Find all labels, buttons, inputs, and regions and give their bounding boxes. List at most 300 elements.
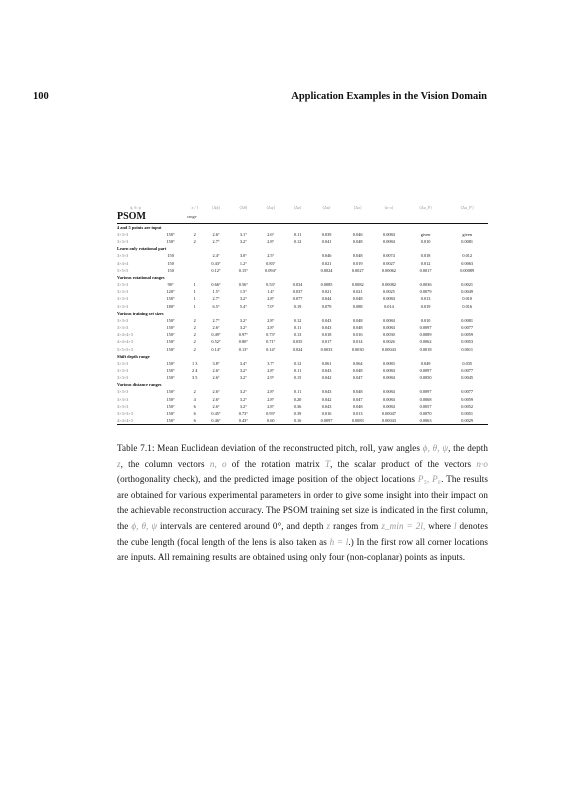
table-cell: 0.15°: [238, 267, 248, 273]
table-cell: 6.5°: [212, 303, 220, 309]
table-cell: 0.13: [293, 332, 302, 338]
table-cell: 0.048: [352, 296, 363, 302]
table-cell: 0.048: [352, 389, 363, 395]
table-cell: 3×3×3: [117, 368, 129, 374]
table-cell: 3×3×3: [117, 317, 129, 323]
column-header: ⟨Δu_P'⟩: [460, 205, 474, 210]
table-cell: 0.97°: [238, 332, 248, 338]
column-header: ⟨Δθ⟩: [239, 205, 248, 210]
table-cell: 0.73°: [266, 332, 276, 338]
table-cell: 0.012: [420, 260, 431, 266]
table-cell: 0.49°: [211, 332, 221, 338]
table-cell: 0.12°: [211, 267, 221, 273]
table-cell: 0.0018: [419, 346, 432, 352]
table-cell: 0.0077: [461, 325, 474, 331]
table-cell: 0.53°: [266, 282, 276, 288]
table-cell: 2.6°: [212, 396, 220, 402]
table-cell: 2.8°: [267, 368, 275, 374]
table-cell: 2.6°: [267, 232, 275, 237]
table-cell: 0.010: [420, 239, 431, 245]
table-cell: 0.93°: [266, 411, 276, 417]
section-title-row: [117, 353, 488, 360]
column-header: z / l: [191, 205, 198, 210]
table-cell: 0.043: [321, 389, 332, 395]
table-cell: 0.0089: [419, 332, 432, 338]
caption-math: ϕ, θ, ψ: [131, 520, 158, 531]
table-cell: 0.0081: [461, 239, 474, 245]
table-cell: 2.6°: [212, 232, 220, 237]
table-cell: 0.024: [292, 346, 303, 352]
table-cell: 2.6°: [212, 368, 220, 374]
table-cell: 2: [193, 325, 196, 331]
table-cell: 0.0027: [351, 267, 364, 273]
table-cell: 0.0026: [383, 339, 395, 345]
table-cell: 3.2°: [239, 396, 247, 402]
table-cell: 5.4°: [239, 303, 247, 309]
table-cell: 0.0074: [383, 253, 395, 259]
table-cell: 3×3×3: [117, 360, 129, 366]
table-cell: 3.2°: [239, 325, 247, 331]
section-title: Learn only rotational part: [117, 246, 167, 252]
column-header: ⟨Δo⟩: [353, 205, 362, 210]
table-cell: 90°: [167, 282, 174, 288]
table-cell: 0.16: [293, 418, 302, 424]
table-cell: 0.0011: [461, 346, 474, 352]
table-cell: 0.0084: [383, 317, 395, 323]
table-cell: 3.2°: [239, 239, 247, 245]
table-cell: 0.047: [352, 375, 363, 381]
section-title: Shift depth range: [117, 353, 150, 359]
table-row: [117, 324, 488, 331]
table-cell: 3×3×3: [117, 325, 129, 331]
table-cell: 0.048: [352, 368, 363, 374]
caption-math: z: [326, 520, 331, 531]
table-cell: 0.019: [352, 260, 363, 266]
table-cell: 0.0045: [461, 375, 474, 381]
table-cell: 0.077: [292, 296, 303, 302]
table-cell: 0.43°: [211, 260, 221, 266]
table-cell: 3×3×3: [117, 253, 129, 259]
table-cell: 0.0053: [461, 339, 474, 345]
table-cell: 2.5°: [267, 253, 275, 259]
table-cell: 0.0052: [461, 403, 474, 409]
table-cell: 0.00089: [460, 267, 475, 273]
table-cell: 0.048: [352, 403, 363, 409]
table-cell: 1: [193, 282, 196, 288]
table-cell: [284, 260, 310, 267]
table-cell: 0.39: [293, 411, 302, 417]
table-cell: 2 4: [192, 368, 198, 374]
table-cell: 150°: [166, 339, 175, 345]
table-cell: 0.00047: [381, 411, 396, 417]
table-cell: 0.0084: [383, 239, 395, 245]
table-cell: 0.12: [293, 317, 302, 323]
table-cell: 150°: [166, 239, 175, 245]
table-cell: 180°: [166, 303, 175, 309]
table-cell: 6: [193, 411, 196, 417]
table-row: [117, 346, 488, 353]
table-cell: 0.019: [420, 303, 431, 309]
table-cell: 150°: [166, 296, 175, 302]
table-cell: 0.11: [293, 232, 302, 237]
table-cell: 2: [193, 317, 196, 323]
column-header: ⟨Δψ⟩: [266, 205, 276, 210]
table-cell: 4×4×4×3: [117, 332, 133, 338]
column-header: ⟨Δu_P⟩: [419, 205, 432, 210]
table-cell: 0.00062: [381, 267, 396, 273]
table-cell: 0.010: [420, 317, 431, 323]
table-cell: 0.0051: [461, 411, 474, 417]
table-cell: 1: [193, 296, 196, 302]
table-cell: 0.088: [352, 303, 363, 309]
table-cell: 0.0063: [419, 418, 432, 424]
table-cell: 4: [193, 396, 196, 402]
table-cell: 0.0084: [383, 368, 395, 374]
caption-text: Mean Euclidean deviation of the reconstructed pitch, roll, yaw angles: [154, 443, 423, 453]
table-cell: 0.021: [352, 289, 363, 295]
table-cell: 6: [193, 403, 196, 409]
table-cell: 2: [193, 346, 196, 352]
column-header: ⟨n·o⟩: [384, 205, 394, 210]
table-cell: 2.7°: [212, 317, 220, 323]
table-cell: 3.2°: [239, 389, 247, 395]
table-cell: 0.0084: [383, 375, 395, 381]
table-cell: 150°: [166, 368, 175, 374]
table-row: [117, 338, 488, 345]
caption-text: , the column vectors: [120, 458, 210, 469]
table-cell: 2.6°: [212, 403, 220, 409]
table-cell: 0.047: [352, 396, 363, 402]
table-row: [117, 231, 488, 238]
table-cell: 2.8°: [267, 389, 275, 395]
table-cell: 0.048: [352, 317, 363, 323]
caption-math: P₅, P₆: [417, 474, 442, 485]
table-cell: 150°: [166, 232, 175, 237]
table-cell: 0.035: [292, 339, 303, 345]
table-cell: 5×5×5: [117, 267, 129, 273]
table-cell: 0.11: [293, 325, 302, 331]
table-cell: 3.2°: [239, 317, 247, 323]
table-cell: 0.46°: [211, 418, 221, 424]
table-cell: 150: [167, 260, 174, 266]
table-cell: 0.017: [321, 339, 332, 345]
table-cell: 0.034: [292, 282, 303, 288]
table-cell: 0.52°: [211, 339, 221, 345]
table-cell: [284, 267, 310, 274]
table-row: [117, 396, 488, 403]
table-cell: 0.0033: [320, 346, 333, 352]
table-cell: 0.14°: [211, 346, 221, 352]
table-row: [117, 360, 488, 367]
table-row: [117, 267, 488, 274]
caption-text: .) In the first row all corner locations are inputs. All remaining results are obtained using only four (non-coplanar) points as inputs.: [117, 536, 488, 563]
table-cell: 0.00043: [381, 418, 396, 424]
table-cell: 150°: [166, 346, 175, 352]
caption-math: n·o: [476, 458, 488, 469]
section-title-row: [117, 224, 488, 232]
table-cell: 0.66°: [211, 282, 221, 288]
page-header: [33, 91, 487, 105]
table-cell: 0.064: [352, 360, 363, 366]
section-title-row: [117, 310, 488, 317]
table-cell: 150°: [166, 325, 175, 331]
table-cell: 0.042: [321, 375, 332, 381]
table-row: [117, 417, 488, 425]
table-cell: 0.061: [321, 360, 332, 366]
table-cell: 2: [193, 332, 196, 338]
column-header: ⟨Δϕ⟩: [211, 205, 221, 210]
table-row: [117, 281, 488, 288]
caption-text: denotes the cube length (focal length of the lens is also taken as: [117, 520, 489, 547]
table-cell: 0.0030: [351, 346, 364, 352]
table-row: [117, 295, 488, 302]
table-cell: 3×3×3: [117, 239, 129, 245]
table-row: [117, 403, 488, 410]
table-cell: 0.016: [321, 411, 332, 417]
caption-math: T: [324, 458, 331, 469]
table-cell: 0.0083: [383, 360, 395, 366]
table-cell: 0.010: [462, 296, 473, 302]
table-cell: 0.016: [462, 303, 473, 309]
table-cell: 0.0027: [383, 260, 395, 266]
section-title: Various rotational ranges: [117, 275, 165, 281]
caption-text: , the depth: [448, 443, 488, 453]
table-cell: 0.0063: [461, 260, 474, 266]
table-cell: 3.2°: [239, 296, 247, 302]
table-cell: 3×3×3: [117, 303, 129, 309]
table-cell: 0.0025: [383, 289, 395, 295]
table-cell: 6: [193, 418, 196, 424]
section-title-row: [117, 381, 488, 388]
table-cell: given: [420, 232, 431, 237]
table-cell: 0.0084: [383, 232, 395, 237]
table-cell: 1: [193, 303, 196, 309]
caption-math: z_min = 2l,: [381, 520, 426, 531]
table-row: [117, 410, 488, 417]
table-cell: 0.83°: [266, 260, 276, 266]
column-header: ⟨Δn⟩: [322, 205, 331, 210]
table-cell: 150°: [166, 411, 175, 417]
table-cell: [187, 252, 202, 259]
table-cell: 120°: [166, 289, 175, 295]
table-cell: 4×4×4: [117, 260, 129, 266]
table-row: [117, 252, 488, 259]
table-caption: [117, 441, 488, 566]
table-cell: 150°: [166, 403, 175, 409]
table-cell: 0.013: [352, 411, 363, 417]
table-cell: 0.042: [321, 396, 332, 402]
table-cell: 0.048: [352, 325, 363, 331]
table-cell: 0.0050: [419, 375, 432, 381]
table-row: [117, 303, 488, 310]
table-cell: 150°: [166, 418, 175, 424]
caption-text: where: [425, 520, 454, 531]
table-cell: 0.0097: [419, 368, 432, 374]
table-cell: 0.0084: [383, 325, 395, 331]
table-cell: [187, 267, 202, 274]
table-cell: 0.094°: [265, 267, 277, 273]
table-cell: 3×3×3: [117, 389, 129, 395]
table-cell: 0.80°: [238, 339, 248, 345]
table-cell: 0.73°: [238, 411, 248, 417]
table-cell: 1: [193, 289, 196, 295]
table-cell: 0.15: [293, 375, 302, 381]
table-cell: 0.0049: [461, 289, 474, 295]
caption-math: ϕ, θ, ψ: [422, 443, 449, 453]
table-cell: 3.2°: [239, 403, 247, 409]
table-cell: 0.20: [293, 396, 302, 402]
table-cell: 3.2°: [239, 375, 247, 381]
table-cell: 3.0°: [239, 253, 247, 259]
table-cell: 150°: [166, 396, 175, 402]
table-cell: 0.044: [321, 296, 332, 302]
table-cell: 0.043: [321, 403, 332, 409]
table-cell: 1 3: [192, 360, 198, 366]
table-cell: 0.0021: [461, 282, 474, 288]
table-cell: 3.1°: [239, 232, 247, 237]
table-cell: 0.048: [352, 239, 363, 245]
table-cell: 0.0084: [383, 403, 395, 409]
table-cell: 2.8°: [267, 317, 275, 323]
table-cell: 150°: [166, 360, 175, 366]
table-cell: 0.043: [321, 368, 332, 374]
table-cell: 0.079: [321, 303, 332, 309]
table-row: [117, 388, 488, 395]
table-cell: 0.0024: [320, 267, 333, 273]
table-cell: 2.8°: [267, 403, 275, 409]
table-cell: 0.0057: [419, 403, 432, 409]
column-header: ϕ, θ, ψ: [129, 205, 142, 210]
table-cell: 0.11: [293, 389, 302, 395]
table-cell: 3×3×3: [117, 282, 129, 288]
range-label: range: [187, 214, 197, 219]
section-title: Various distance ranges: [117, 382, 162, 388]
table-cell: 3.2°: [239, 368, 247, 374]
table-cell: 0.12: [293, 239, 302, 245]
table-cell: 0.0097: [419, 325, 432, 331]
table-cell: 0.13°: [238, 346, 248, 352]
table-cell: 2.8°: [267, 396, 275, 402]
table-cell: 0.0077: [461, 368, 474, 374]
table-cell: 150: [167, 267, 174, 273]
table-cell: 0.049: [420, 360, 431, 366]
section-title-row: [117, 274, 488, 281]
table-cell: 0.035: [462, 360, 473, 366]
table-cell: 0.0083: [351, 418, 364, 424]
table-row: [117, 374, 488, 381]
table-cell: 0.039: [321, 232, 332, 237]
table-cell: 2: [193, 339, 196, 345]
table-cell: 0.0084: [383, 396, 395, 402]
table-cell: 2.9°: [267, 375, 275, 381]
table-cell: 0.014: [384, 303, 394, 309]
table-cell: given: [462, 232, 472, 237]
caption-text: of the rotation matrix: [226, 458, 325, 469]
table-cell: [284, 252, 310, 259]
table-cell: 2.6°: [212, 375, 220, 381]
table-cell: 0.19: [293, 303, 302, 309]
table-cell: 2: [193, 389, 196, 395]
table-cell: 3×3×3: [117, 296, 129, 302]
table-cell: 0.0062: [419, 339, 432, 345]
table-cell: 0.018: [321, 332, 332, 338]
page-number: 100: [33, 91, 49, 102]
table-cell: [187, 260, 202, 267]
table-cell: 3×3×3×3: [117, 411, 133, 417]
table-cell: 0.048: [352, 253, 363, 259]
table-cell: 3×3×3: [117, 396, 129, 402]
table-row: [117, 367, 488, 374]
table-cell: 1.5°: [212, 289, 220, 295]
table-cell: 0.0077: [461, 389, 474, 395]
table-cell: 4×4×4×3: [117, 418, 133, 424]
table-row: [117, 238, 488, 245]
table-cell: 0.0036: [419, 282, 432, 288]
caption-text: (orthogonality check), and the predicted image position of the object locations: [117, 474, 418, 485]
table-cell: 0.60: [266, 418, 275, 424]
table-cell: 3 5: [192, 375, 198, 381]
table-cell: 0.041: [321, 239, 332, 245]
table-cell: 3.7°: [267, 360, 275, 366]
table-cell: 0.43°: [238, 418, 248, 424]
table-cell: 0.0081: [461, 317, 474, 323]
table-cell: 0.0070: [419, 411, 432, 417]
table-title-row: [117, 211, 488, 224]
table-cell: 150°: [166, 375, 175, 381]
table-cell: 3.4°: [239, 360, 247, 366]
table-cell: 0.45°: [211, 411, 221, 417]
table-cell: 150: [167, 253, 174, 259]
table-cell: 0.021: [321, 289, 332, 295]
table-cell: 150°: [166, 332, 175, 338]
caption-math: h = l: [329, 536, 349, 547]
table-cell: 0.0029: [461, 418, 474, 424]
table-cell: 0.0084: [383, 389, 395, 395]
caption-label: Table 7.1:: [117, 443, 155, 453]
table-cell: 0.013: [420, 296, 431, 302]
psom-label: PSOM: [117, 211, 146, 222]
table-cell: 0.037: [292, 289, 303, 295]
table-cell: 3×3×3: [117, 289, 129, 295]
caption-text: , the scalar product of the vectors: [330, 458, 477, 469]
table-cell: 3×3×3: [117, 375, 129, 381]
table-cell: 0.0082: [351, 282, 364, 288]
table-cell: 1.2°: [239, 260, 247, 266]
table-cell: 0.043: [321, 325, 332, 331]
table-cell: 0.0068: [419, 396, 432, 402]
table-cell: 0.046: [352, 232, 363, 237]
table-cell: 0.0084: [383, 296, 395, 302]
table-cell: 3×3×3: [117, 232, 129, 237]
table-cell: 0.00043: [381, 346, 396, 352]
table-cell: 2.7°: [212, 296, 220, 302]
table-cell: 2.6°: [212, 389, 220, 395]
table-cell: 2.6°: [212, 325, 220, 331]
table-row: [117, 331, 488, 338]
column-header: ⟨Δz⟩: [293, 205, 302, 210]
table-row: [117, 260, 488, 267]
table-cell: 0.71°: [266, 339, 276, 345]
table-cell: 0.0017: [419, 267, 432, 273]
caption-math: z: [117, 458, 121, 469]
table-cell: 0.56°: [238, 282, 248, 288]
table-cell: 2.8°: [267, 296, 275, 302]
table-cell: 0.12: [293, 360, 302, 366]
section-title: Various training set sizes: [117, 310, 164, 316]
results-table: [117, 205, 488, 425]
table-cell: 1.5°: [239, 289, 247, 295]
table-cell: 0.14°: [266, 346, 276, 352]
